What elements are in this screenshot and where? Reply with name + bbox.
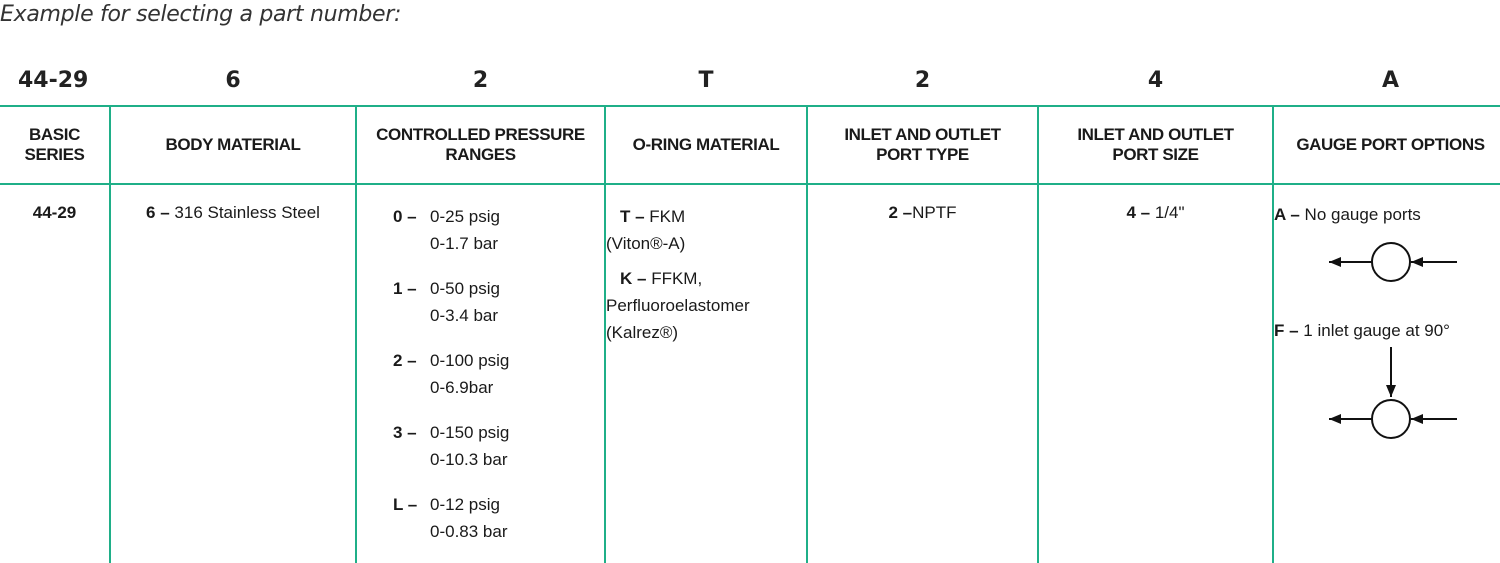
pressure-range-options: [356, 184, 605, 563]
example-code-port-size: 4: [1038, 56, 1273, 106]
header-port-size: INLET AND OUTLET PORT SIZE: [1038, 106, 1273, 184]
header-oring-material: O-RING MATERIAL: [605, 106, 807, 184]
pressure-range-option: L – 0-12 psig 0-0.83 bar: [393, 495, 508, 541]
oring-options: [605, 184, 807, 563]
pressure-range-option: 3 – 0-150 psig 0-10.3 bar: [393, 423, 510, 469]
example-code-body-material: 6: [110, 56, 356, 106]
options-row: [0, 184, 1500, 563]
part-number-table: [0, 56, 1500, 563]
port-type-option: 2 –NPTF: [807, 184, 1038, 563]
header-port-type: INLET AND OUTLET PORT TYPE: [807, 106, 1038, 184]
body-material-option: 6 – 316 Stainless Steel: [110, 184, 356, 563]
pressure-range-option: 0 – 0-25 psig 0-1.7 bar: [393, 207, 500, 253]
example-code-gauge-port: A: [1273, 56, 1500, 106]
example-code-pressure-range: 2: [356, 56, 605, 106]
example-code-port-type: 2: [807, 56, 1038, 106]
port-size-option: 4 – 1/4": [1038, 184, 1273, 563]
header-pressure-ranges: CONTROLLED PRESSURE RANGES: [356, 106, 605, 184]
example-part-number-row: [0, 56, 1500, 106]
example-code-oring: T: [605, 56, 807, 106]
header-row: [0, 106, 1500, 184]
header-gauge-options: GAUGE PORT OPTIONS: [1273, 106, 1500, 184]
inlet-gauge-90-diagram: [1329, 343, 1479, 453]
header-basic-series: BASIC SERIES: [0, 106, 110, 184]
gauge-option-f: F – 1 inlet gauge at 90°: [1274, 321, 1450, 340]
gauge-port-options: [1273, 184, 1500, 563]
gauge-option-a: A – No gauge ports: [1274, 205, 1421, 224]
oring-option-t: T – FKM (Viton®-A): [606, 207, 686, 253]
pressure-range-option: 2 – 0-100 psig 0-6.9bar: [393, 351, 510, 397]
example-caption: Example for selecting a part number:: [0, 2, 402, 27]
pressure-range-option: 1 – 0-50 psig 0-3.4 bar: [393, 279, 500, 325]
oring-option-k: K – FFKM, Perfluoroelastomer (Kalrez®): [606, 269, 750, 342]
basic-series-value: 44-29: [0, 184, 110, 563]
no-gauge-port-diagram: [1329, 227, 1479, 297]
example-code-basic-series: 44-29: [0, 56, 110, 106]
header-body-material: BODY MATERIAL: [110, 106, 356, 184]
